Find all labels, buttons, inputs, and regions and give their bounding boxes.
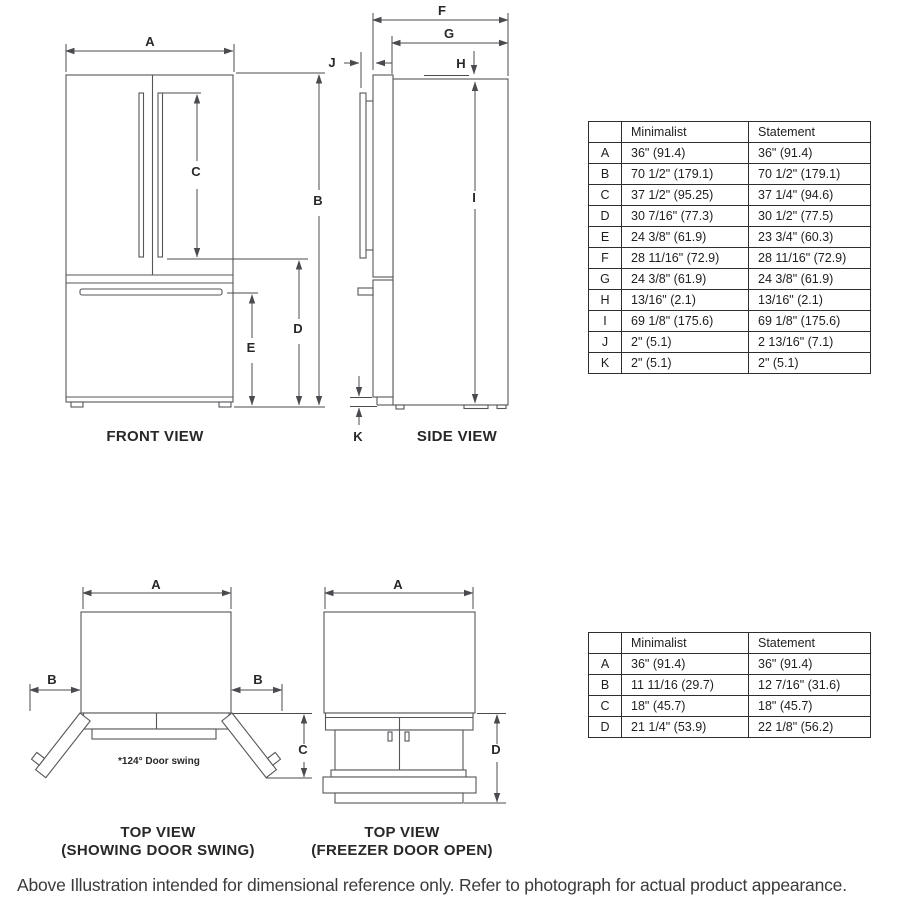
value-statement: 69 1/8" (175.6)	[749, 311, 871, 332]
value-statement: 2" (5.1)	[749, 353, 871, 374]
corner-cell	[589, 633, 622, 654]
value-statement: 70 1/2" (179.1)	[749, 164, 871, 185]
door-swing-annotation: *124° Door swing	[118, 756, 200, 767]
column-header-minimalist: Minimalist	[622, 633, 749, 654]
front-view-title: FRONT VIEW	[106, 428, 204, 445]
dim-letter: A	[589, 143, 622, 164]
dim-label-k: K	[353, 429, 363, 444]
dim-label-a: A	[151, 577, 161, 592]
top-view-swing-title: TOP VIEW	[120, 824, 196, 841]
dim-letter: C	[589, 185, 622, 206]
dim-letter: B	[589, 675, 622, 696]
dim-label-b-left: B	[47, 672, 57, 687]
value-statement: 37 1/4" (94.6)	[749, 185, 871, 206]
value-minimalist: 36" (91.4)	[622, 654, 749, 675]
dim-letter: A	[589, 654, 622, 675]
value-minimalist: 30 7/16" (77.3)	[622, 206, 749, 227]
freezer-handle	[80, 289, 222, 295]
dim-label-h: H	[456, 56, 466, 71]
dim-label-j: J	[328, 55, 336, 70]
top-view-freezer-subtitle: (FREEZER DOOR OPEN)	[311, 842, 493, 859]
dim-label-g: G	[443, 26, 455, 41]
left-door-open	[36, 713, 91, 778]
table-row	[589, 353, 871, 374]
value-statement: 24 3/8" (61.9)	[749, 269, 871, 290]
right-door-open	[222, 713, 277, 778]
dimension-table-main	[588, 121, 871, 374]
value-minimalist: 21 1/4" (53.9)	[622, 717, 749, 738]
value-statement: 13/16" (2.1)	[749, 290, 871, 311]
column-header-minimalist: Minimalist	[622, 122, 749, 143]
top-view-freezer-title: TOP VIEW	[364, 824, 440, 841]
cabinet-top-outline	[324, 612, 475, 713]
value-statement: 18" (45.7)	[749, 696, 871, 717]
dim-letter: D	[589, 206, 622, 227]
dim-label-b: B	[313, 193, 323, 208]
table-row	[589, 269, 871, 290]
table-header-row	[589, 122, 871, 143]
front-view	[66, 34, 325, 445]
value-statement: 12 7/16" (31.6)	[749, 675, 871, 696]
value-statement: 23 3/4" (60.3)	[749, 227, 871, 248]
value-minimalist: 36" (91.4)	[622, 143, 749, 164]
cabinet-side-outline	[393, 79, 508, 405]
table-row	[589, 227, 871, 248]
value-statement: 28 11/16" (72.9)	[749, 248, 871, 269]
dim-letter: I	[589, 311, 622, 332]
dim-label-i: I	[472, 190, 476, 205]
foot	[396, 405, 404, 409]
dim-letter: G	[589, 269, 622, 290]
freezer-handle-side	[358, 288, 373, 295]
door-side	[373, 75, 393, 277]
value-minimalist: 69 1/8" (175.6)	[622, 311, 749, 332]
value-statement: 30 1/2" (77.5)	[749, 206, 871, 227]
dim-label-a: A	[393, 577, 403, 592]
dim-label-c: C	[298, 742, 308, 757]
top-view-door-swing	[30, 577, 312, 859]
dim-letter: F	[589, 248, 622, 269]
table-row	[589, 164, 871, 185]
dim-label-d: D	[491, 742, 501, 757]
dim-label-e: E	[246, 340, 256, 355]
dimension-table-top	[588, 632, 871, 738]
cabinet-top-outline	[81, 612, 231, 713]
side-view-title: SIDE VIEW	[416, 428, 498, 445]
dim-label-c: C	[191, 164, 201, 179]
top-view-freezer-open	[311, 577, 506, 859]
value-minimalist: 18" (45.7)	[622, 696, 749, 717]
left-door-handle	[139, 93, 144, 257]
dim-letter: J	[589, 332, 622, 353]
fridge-front-outline	[66, 75, 233, 402]
foot	[464, 405, 488, 409]
right-foot	[219, 402, 231, 407]
column-header-statement: Statement	[749, 633, 871, 654]
value-statement: 2 13/16" (7.1)	[749, 332, 871, 353]
right-door-handle	[158, 93, 163, 257]
dim-letter: K	[589, 353, 622, 374]
value-minimalist: 24 3/8" (61.9)	[622, 227, 749, 248]
value-statement: 22 1/8" (56.2)	[749, 717, 871, 738]
corner-cell	[589, 122, 622, 143]
value-minimalist: 13/16" (2.1)	[622, 290, 749, 311]
value-minimalist: 11 11/16 (29.7)	[622, 675, 749, 696]
side-view	[328, 3, 508, 445]
value-statement: 36" (91.4)	[749, 143, 871, 164]
dim-letter: D	[589, 717, 622, 738]
value-minimalist: 2" (5.1)	[622, 353, 749, 374]
value-minimalist: 70 1/2" (179.1)	[622, 164, 749, 185]
dim-letter: C	[589, 696, 622, 717]
footer-note: Above Illustration intended for dimensional reference only. Refer to photograph for actual product appearance.	[17, 875, 847, 895]
table-row	[589, 248, 871, 269]
door-handle-side	[360, 93, 366, 258]
left-foot	[71, 402, 83, 407]
table-row	[589, 675, 871, 696]
top-view-swing-subtitle: (SHOWING DOOR SWING)	[61, 842, 255, 859]
table-row	[589, 696, 871, 717]
dim-letter: H	[589, 290, 622, 311]
dim-label-d: D	[293, 321, 303, 336]
table-row	[589, 654, 871, 675]
dim-label-b-right: B	[253, 672, 263, 687]
table-header-row	[589, 633, 871, 654]
dim-letter: B	[589, 164, 622, 185]
dim-label-f: F	[438, 3, 446, 18]
dim-label-a: A	[145, 34, 155, 49]
freezer-drawer-side	[373, 280, 393, 397]
value-minimalist: 2" (5.1)	[622, 332, 749, 353]
foot	[497, 405, 506, 409]
table-row	[589, 143, 871, 164]
table-row	[589, 332, 871, 353]
column-header-statement: Statement	[749, 122, 871, 143]
table-row	[589, 185, 871, 206]
table-row	[589, 311, 871, 332]
table-row	[589, 206, 871, 227]
table-row	[589, 717, 871, 738]
value-statement: 36" (91.4)	[749, 654, 871, 675]
dim-letter: E	[589, 227, 622, 248]
table-row	[589, 290, 871, 311]
value-minimalist: 24 3/8" (61.9)	[622, 269, 749, 290]
value-minimalist: 37 1/2" (95.25)	[622, 185, 749, 206]
value-minimalist: 28 11/16" (72.9)	[622, 248, 749, 269]
